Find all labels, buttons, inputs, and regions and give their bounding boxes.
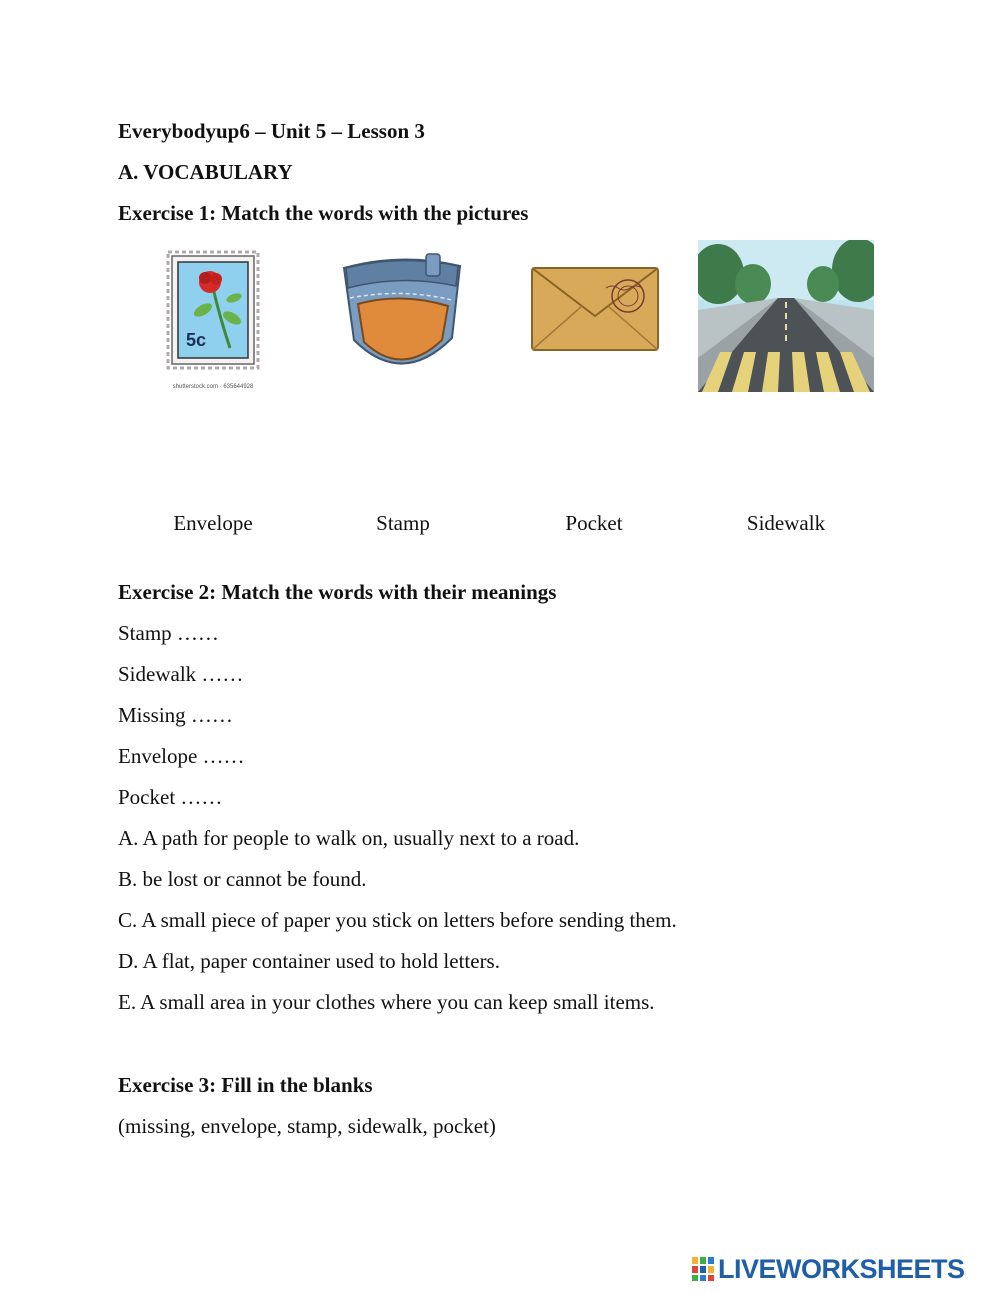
meaning-d: D. A flat, paper container used to hold letters. [118,949,500,973]
worksheet-title: Everybodyup6 – Unit 5 – Lesson 3 [118,119,425,143]
exercise1-heading: Exercise 1: Match the words with the pictures [118,201,529,225]
stamp-value-text: 5c [186,330,207,350]
section-heading: A. VOCABULARY [118,160,293,184]
word-envelope[interactable]: Envelope [173,511,253,535]
word-pocket[interactable]: Pocket [565,511,623,535]
liveworksheets-logo [692,1254,965,1284]
meaning-c: C. A small piece of paper you stick on letters before sending them. [118,908,677,932]
match-item-sidewalk[interactable]: Sidewalk …… [118,662,244,686]
logo-text: LIVEWORKSHEETS [718,1253,965,1284]
image-credit: shutterstock.com · 635644928 [172,384,254,390]
meaning-b: B. be lost or cannot be found. [118,867,367,891]
match-item-pocket[interactable]: Pocket …… [118,785,223,809]
meaning-e: E. A small area in your clothes where you can keep small items. [118,990,655,1014]
envelope-picture[interactable] [530,266,660,352]
stamp-picture[interactable] [158,248,268,378]
match-item-stamp[interactable]: Stamp …… [118,621,219,645]
word-bank: (missing, envelope, stamp, sidewalk, pocket) [118,1114,496,1138]
exercise3-heading: Exercise 3: Fill in the blanks [118,1073,373,1097]
pocket-picture[interactable] [336,248,468,378]
match-item-missing[interactable]: Missing …… [118,703,233,727]
exercise2-heading: Exercise 2: Match the words with their meanings [118,580,557,604]
word-sidewalk[interactable]: Sidewalk [746,511,826,535]
match-item-envelope[interactable]: Envelope …… [118,744,245,768]
word-stamp[interactable]: Stamp [376,511,430,535]
logo-mark-icon [692,1257,714,1281]
sidewalk-picture[interactable] [698,240,874,392]
meaning-a: A. A path for people to walk on, usually next to a road. [118,826,580,850]
